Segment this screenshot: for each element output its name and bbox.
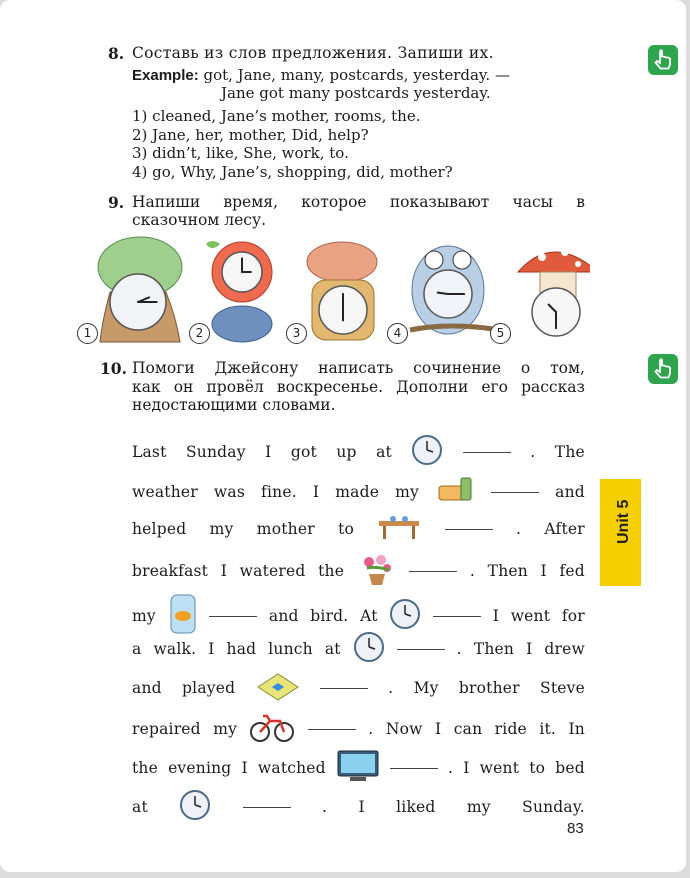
answer-blank[interactable] (390, 767, 438, 769)
story-word: the (132, 759, 158, 777)
story-word: walk. (153, 640, 197, 658)
clock-4-hour-hand (438, 293, 448, 294)
exercise-8-item: 4) go, Why, Jane’s, shopping, did, mother? (132, 162, 453, 181)
owl-clock-icon (410, 246, 500, 334)
story-word: . (469, 562, 476, 580)
exercise-10-instruction-line3: недостающими словами. (132, 396, 336, 414)
bear-barrel-clock-icon (307, 242, 377, 340)
story-word: Steve (540, 679, 585, 697)
tv-icon (336, 749, 380, 787)
story-word: to (529, 759, 546, 777)
story-line (132, 749, 585, 787)
story-word: I (526, 640, 533, 658)
story-word: at (324, 640, 341, 658)
story-word: helped (132, 520, 187, 538)
story-word: I (220, 562, 228, 580)
story-word: got (290, 443, 317, 461)
answer-blank[interactable] (397, 648, 445, 650)
story-word: made (335, 483, 380, 501)
story-word: a (132, 640, 142, 658)
page-number: 83 (567, 820, 584, 837)
story-word: Sunday (185, 443, 246, 461)
story-word: fed (559, 562, 585, 580)
answer-blank[interactable] (320, 687, 368, 689)
story-line (132, 671, 585, 705)
story-word: ride (494, 720, 527, 738)
story-word: Sunday. (522, 798, 585, 816)
exercise-8-example (132, 66, 510, 84)
story-word: I (435, 720, 442, 738)
story-word: evening (168, 759, 232, 777)
clock-number-3: 3 (286, 323, 307, 344)
answer-blank[interactable] (409, 570, 457, 572)
flowers-icon (357, 552, 397, 590)
hand-pointer-icon[interactable] (648, 354, 678, 384)
exercise-8-number: 8. (108, 44, 125, 63)
story-word: fine. (261, 483, 297, 501)
story-word: liked (396, 798, 436, 816)
story-word: Last (132, 443, 167, 461)
clock-number-1: 1 (77, 323, 98, 344)
story-line (132, 434, 585, 470)
story-word: up (336, 443, 357, 461)
story-word: lunch (268, 640, 313, 658)
exercise-10-instruction-line1: Помоги Джейсону написать сочинение о том, (132, 359, 585, 377)
story-word: bird. (310, 607, 349, 625)
story-word: went (479, 759, 520, 777)
example-label: Example: (132, 67, 199, 84)
unit-tab[interactable] (600, 479, 641, 586)
story-word: . (321, 798, 328, 816)
story-word: My (413, 679, 439, 697)
story-word: . (515, 520, 522, 538)
story-word: played (182, 679, 236, 697)
answer-blank[interactable] (463, 451, 511, 453)
story-word: can (453, 720, 483, 738)
story-word: my (466, 798, 491, 816)
story-word: Then (473, 640, 515, 658)
example-words: got, Jane, many, postcards, yesterday. — (203, 66, 510, 84)
tree-clock-icon (98, 237, 182, 342)
story-word: was (213, 483, 245, 501)
story-line (132, 474, 585, 510)
story-word: at (132, 798, 148, 816)
story-word: At (360, 607, 378, 625)
story-line (132, 789, 585, 825)
exercise-9-instruction-line2: сказочном лесу. (132, 211, 267, 229)
story-word: had (226, 640, 257, 658)
story-word: my (395, 483, 419, 501)
exercise-8-item: 3) didn’t, like, She, work, to. (132, 144, 349, 162)
story-word: I (241, 759, 248, 777)
story-word: I (312, 483, 320, 501)
story-word: . (388, 679, 394, 697)
story-word: watered (239, 562, 306, 580)
story-word: my (213, 720, 238, 738)
clock-icon (411, 434, 443, 470)
answer-blank[interactable] (243, 806, 291, 808)
exercise-8-items (132, 107, 453, 181)
clock-number-5: 5 (490, 323, 511, 344)
apple-clock-icon (206, 241, 272, 342)
bicycle-icon (249, 710, 295, 748)
story-word: and (268, 607, 299, 625)
answer-blank[interactable] (445, 528, 493, 530)
unit-tab-label: Unit 5 (615, 499, 632, 544)
story-word: breakfast (132, 562, 209, 580)
story-line (132, 513, 585, 545)
story-word: I (540, 562, 547, 580)
story-word: at (376, 443, 392, 461)
story-word: brother (458, 679, 520, 697)
example-answer: Jane got many postcards yesterday. (221, 84, 491, 102)
story-word: watched (257, 759, 326, 777)
exercise-8-item: 2) Jane, her, mother, Did, help? (132, 125, 369, 144)
story-line (132, 710, 585, 748)
story-word: it. (539, 720, 557, 738)
story-word: After (544, 520, 585, 538)
answer-blank[interactable] (433, 615, 481, 617)
clock-icon (389, 598, 421, 634)
story-word: Then (487, 562, 528, 580)
story-word: The (554, 443, 585, 461)
story-word: for (561, 607, 585, 625)
exercise-9-instruction-line1: Напиши время, которое показывают часы в (132, 193, 585, 211)
story-word: and (132, 679, 162, 697)
story-word: . (530, 443, 536, 461)
exercise-10-number: 10. (100, 359, 127, 378)
exercise-9-number: 9. (108, 193, 125, 212)
story-line (132, 631, 585, 667)
story-word: bed (555, 759, 585, 777)
clock-icon (179, 789, 211, 825)
story-word: my (132, 607, 156, 625)
mushroom-clock-icon (518, 248, 590, 336)
table-icon (377, 513, 421, 545)
story-word: and (555, 483, 585, 501)
story-word: I (208, 640, 215, 658)
story-word: I (492, 607, 500, 625)
story-word: . (368, 720, 374, 738)
story-line (132, 552, 585, 590)
story-word: to (338, 520, 355, 538)
exercise-8-item: 1) cleaned, Jane’s mother, rooms, the. (132, 107, 421, 125)
answer-blank[interactable] (491, 491, 539, 493)
story-word: I (358, 798, 365, 816)
clock-icon (353, 631, 385, 667)
story-word: went (510, 607, 551, 625)
bed-icon (435, 474, 475, 510)
story-word: In (568, 720, 585, 738)
clock-number-2: 2 (189, 323, 210, 344)
hand-pointer-icon[interactable] (648, 45, 678, 75)
story-word: the (318, 562, 345, 580)
story-word: my (209, 520, 234, 538)
story-word: mother (256, 520, 315, 538)
story-word: I (265, 443, 272, 461)
clock-number-4: 4 (387, 323, 408, 344)
story-word: . (456, 640, 462, 658)
fairy-forest-clocks (70, 232, 590, 347)
story-word: Now (385, 720, 423, 738)
story-word: repaired (132, 720, 201, 738)
exercise-8-instruction: Составь из слов предложения. Запиши их. (132, 44, 494, 62)
puzzle-icon (256, 671, 300, 705)
story-word: weather (132, 483, 198, 501)
story-word: . (448, 759, 454, 777)
answer-blank[interactable] (308, 728, 356, 730)
story-word: drew (544, 640, 585, 658)
story-word: I (463, 759, 470, 777)
exercise-10-instruction-line2: как он провёл воскресенье. Дополни его рассказ (132, 378, 585, 396)
answer-blank[interactable] (209, 615, 257, 617)
